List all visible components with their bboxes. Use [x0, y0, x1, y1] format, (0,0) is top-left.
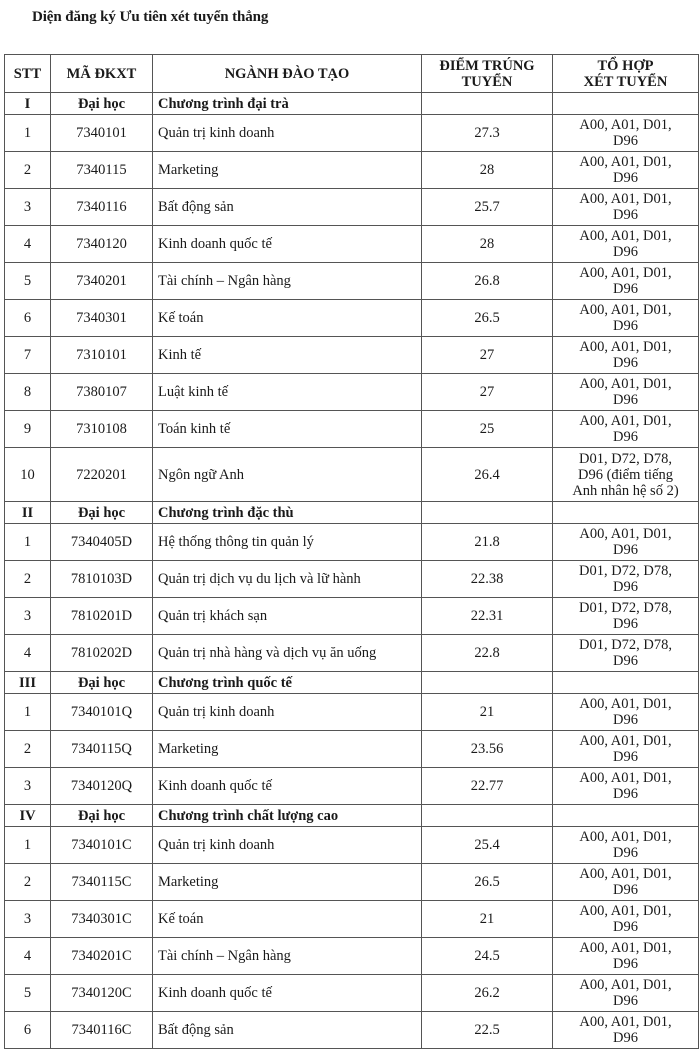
row-score: 27	[422, 337, 553, 374]
section-score-empty	[422, 93, 553, 115]
combo-line1: A00, A01, D01,	[579, 829, 672, 845]
row-code: 7340120C	[51, 975, 153, 1012]
row-score: 22.5	[422, 1012, 553, 1049]
table-row	[5, 115, 699, 152]
combo-line2: D96	[613, 579, 638, 595]
row-major: Luật kinh tế	[153, 374, 422, 411]
row-combo	[553, 152, 699, 189]
combo-line1: A00, A01, D01,	[579, 526, 672, 542]
row-major: Kế toán	[153, 901, 422, 938]
combo-line2: D96 (điểm tiếng	[577, 466, 674, 483]
combo-line1: A00, A01, D01,	[579, 1014, 672, 1030]
header-code: MÃ ĐKXT	[51, 55, 153, 93]
row-major: Kinh doanh quốc tế	[153, 975, 422, 1012]
combo-line1: A00, A01, D01,	[579, 154, 672, 170]
row-code: 7810201D	[51, 598, 153, 635]
table-row	[5, 263, 699, 300]
row-code: 7340101	[51, 115, 153, 152]
row-combo	[553, 1012, 699, 1049]
row-code: 7220201	[51, 448, 153, 502]
row-major: Quản trị kinh doanh	[153, 694, 422, 731]
table-row	[5, 374, 699, 411]
table-row	[5, 864, 699, 901]
section-score-empty	[422, 502, 553, 524]
combo-line2: D96	[613, 712, 638, 728]
combo-line1: A00, A01, D01,	[579, 191, 672, 207]
table-row	[5, 694, 699, 731]
row-major: Quản trị nhà hàng và dịch vụ ăn uống	[153, 635, 422, 672]
row-code: 7340201C	[51, 938, 153, 975]
row-major: Marketing	[153, 864, 422, 901]
row-stt: 3	[5, 768, 51, 805]
table-row	[5, 827, 699, 864]
row-major: Ngôn ngữ Anh	[153, 448, 422, 502]
row-combo	[553, 263, 699, 300]
row-combo	[553, 694, 699, 731]
row-combo	[553, 337, 699, 374]
table-row	[5, 524, 699, 561]
row-major: Marketing	[153, 152, 422, 189]
section-combo-empty	[553, 805, 699, 827]
row-combo	[553, 768, 699, 805]
combo-line1: A00, A01, D01,	[579, 770, 672, 786]
row-code: 7340115C	[51, 864, 153, 901]
section-row	[5, 672, 699, 694]
row-score: 26.5	[422, 864, 553, 901]
header-combo-line1: TỔ HỢP	[597, 57, 654, 74]
row-combo	[553, 411, 699, 448]
combo-line3: Anh nhân hệ số 2)	[572, 482, 679, 499]
combo-line2: D96	[613, 244, 638, 260]
table-row	[5, 901, 699, 938]
section-roman: I	[5, 93, 51, 115]
combo-line1: A00, A01, D01,	[579, 903, 672, 919]
combo-line1: D01, D72, D78,	[578, 600, 673, 616]
row-code: 7340301	[51, 300, 153, 337]
table-row	[5, 768, 699, 805]
row-stt: 5	[5, 975, 51, 1012]
row-major: Bất động sản	[153, 189, 422, 226]
section-combo-empty	[553, 502, 699, 524]
header-major: NGÀNH ĐÀO TẠO	[153, 55, 422, 93]
row-combo	[553, 561, 699, 598]
row-stt: 3	[5, 189, 51, 226]
combo-line2: D96	[613, 542, 638, 558]
row-score: 23.56	[422, 731, 553, 768]
document-title: Diện đăng ký Ưu tiên xét tuyển thẳng	[32, 9, 269, 25]
table-row	[5, 337, 699, 374]
row-stt: 7	[5, 337, 51, 374]
combo-line2: D96	[613, 993, 638, 1009]
row-code: 7340301C	[51, 901, 153, 938]
section-score-empty	[422, 805, 553, 827]
combo-line1: A00, A01, D01,	[579, 339, 672, 355]
row-stt: 4	[5, 635, 51, 672]
header-score	[422, 55, 553, 93]
admission-scores-table	[4, 54, 699, 1049]
row-combo	[553, 635, 699, 672]
combo-line2: D96	[613, 845, 638, 861]
row-stt: 1	[5, 694, 51, 731]
header-score-line1: ĐIỂM TRÚNG	[439, 57, 535, 74]
combo-line2: D96	[613, 1030, 638, 1046]
row-score: 26.4	[422, 448, 553, 502]
section-combo-empty	[553, 93, 699, 115]
table-body	[5, 93, 699, 1049]
combo-line2: D96	[613, 207, 638, 223]
row-code: 7810103D	[51, 561, 153, 598]
row-score: 28	[422, 226, 553, 263]
combo-line1: A00, A01, D01,	[579, 696, 672, 712]
row-major: Tài chính – Ngân hàng	[153, 938, 422, 975]
row-combo	[553, 901, 699, 938]
combo-line1: A00, A01, D01,	[579, 302, 672, 318]
row-score: 21	[422, 694, 553, 731]
row-score: 25.4	[422, 827, 553, 864]
section-roman: III	[5, 672, 51, 694]
header-stt: STT	[5, 55, 51, 93]
row-major: Kinh tế	[153, 337, 422, 374]
section-row	[5, 93, 699, 115]
row-stt: 4	[5, 226, 51, 263]
row-stt: 1	[5, 827, 51, 864]
section-program: Chương trình quốc tế	[153, 672, 422, 694]
table-header-row	[5, 55, 699, 93]
row-combo	[553, 115, 699, 152]
combo-line2: D96	[613, 429, 638, 445]
combo-line2: D96	[613, 318, 638, 334]
combo-line1: A00, A01, D01,	[579, 940, 672, 956]
row-score: 27.3	[422, 115, 553, 152]
row-score: 22.38	[422, 561, 553, 598]
row-code: 7810202D	[51, 635, 153, 672]
row-stt: 1	[5, 115, 51, 152]
row-combo	[553, 448, 699, 502]
section-combo-empty	[553, 672, 699, 694]
table-row	[5, 975, 699, 1012]
combo-line1: D01, D72, D78,	[578, 563, 673, 579]
row-code: 7310101	[51, 337, 153, 374]
section-level: Đại học	[51, 93, 153, 115]
row-stt: 6	[5, 1012, 51, 1049]
row-stt: 10	[5, 448, 51, 502]
row-stt: 6	[5, 300, 51, 337]
row-stt: 2	[5, 561, 51, 598]
row-major: Quản trị kinh doanh	[153, 115, 422, 152]
section-roman: IV	[5, 805, 51, 827]
header-combo	[553, 55, 699, 93]
combo-line2: D96	[613, 653, 638, 669]
row-stt: 2	[5, 152, 51, 189]
table-row	[5, 226, 699, 263]
row-stt: 1	[5, 524, 51, 561]
combo-line1: A00, A01, D01,	[579, 733, 672, 749]
row-score: 26.5	[422, 300, 553, 337]
row-stt: 8	[5, 374, 51, 411]
row-combo	[553, 189, 699, 226]
row-stt: 5	[5, 263, 51, 300]
row-score: 21.8	[422, 524, 553, 561]
combo-line1: A00, A01, D01,	[579, 265, 672, 281]
row-major: Quản trị dịch vụ du lịch và lữ hành	[153, 561, 422, 598]
table-row	[5, 731, 699, 768]
combo-line2: D96	[613, 616, 638, 632]
row-code: 7340101Q	[51, 694, 153, 731]
row-major: Toán kinh tế	[153, 411, 422, 448]
combo-line2: D96	[613, 919, 638, 935]
row-major: Hệ thống thông tin quản lý	[153, 524, 422, 561]
row-combo	[553, 975, 699, 1012]
row-combo	[553, 300, 699, 337]
section-level: Đại học	[51, 502, 153, 524]
row-major: Tài chính – Ngân hàng	[153, 263, 422, 300]
row-score: 28	[422, 152, 553, 189]
row-stt: 9	[5, 411, 51, 448]
table-row	[5, 1012, 699, 1049]
row-score: 22.8	[422, 635, 553, 672]
row-code: 7340405D	[51, 524, 153, 561]
row-stt: 3	[5, 598, 51, 635]
table-row	[5, 635, 699, 672]
row-score: 25	[422, 411, 553, 448]
row-major: Kinh doanh quốc tế	[153, 226, 422, 263]
combo-line2: D96	[613, 133, 638, 149]
combo-line1: A00, A01, D01,	[579, 228, 672, 244]
combo-line2: D96	[613, 355, 638, 371]
section-program: Chương trình đặc thù	[153, 502, 422, 524]
row-major: Kinh doanh quốc tế	[153, 768, 422, 805]
row-stt: 2	[5, 731, 51, 768]
row-major: Marketing	[153, 731, 422, 768]
table-row	[5, 561, 699, 598]
combo-line2: D96	[613, 882, 638, 898]
row-score: 26.8	[422, 263, 553, 300]
row-code: 7340201	[51, 263, 153, 300]
header-combo-line2: XÉT TUYỂN	[583, 73, 668, 90]
table-row	[5, 300, 699, 337]
row-code: 7340116C	[51, 1012, 153, 1049]
combo-line1: A00, A01, D01,	[579, 866, 672, 882]
combo-line2: D96	[613, 786, 638, 802]
header-score-line2: TUYỂN	[461, 73, 513, 90]
row-code: 7310108	[51, 411, 153, 448]
combo-line1: A00, A01, D01,	[579, 413, 672, 429]
table-row	[5, 411, 699, 448]
row-score: 25.7	[422, 189, 553, 226]
row-code: 7340115Q	[51, 731, 153, 768]
row-combo	[553, 374, 699, 411]
row-major: Quản trị khách sạn	[153, 598, 422, 635]
section-roman: II	[5, 502, 51, 524]
row-combo	[553, 864, 699, 901]
row-combo	[553, 827, 699, 864]
row-combo	[553, 524, 699, 561]
combo-line2: D96	[613, 956, 638, 972]
combo-line1: A00, A01, D01,	[579, 977, 672, 993]
table-row	[5, 938, 699, 975]
row-code: 7340120	[51, 226, 153, 263]
row-code: 7380107	[51, 374, 153, 411]
combo-line1: D01, D72, D78,	[578, 637, 673, 653]
combo-line2: D96	[613, 281, 638, 297]
combo-line1: A00, A01, D01,	[579, 117, 672, 133]
row-code: 7340101C	[51, 827, 153, 864]
section-program: Chương trình chất lượng cao	[153, 805, 422, 827]
table-row	[5, 189, 699, 226]
section-row	[5, 805, 699, 827]
row-score: 22.31	[422, 598, 553, 635]
row-score: 27	[422, 374, 553, 411]
section-score-empty	[422, 672, 553, 694]
row-score: 22.77	[422, 768, 553, 805]
row-combo	[553, 938, 699, 975]
row-major: Kế toán	[153, 300, 422, 337]
table-row	[5, 152, 699, 189]
combo-line1: D01, D72, D78,	[578, 450, 673, 467]
section-row	[5, 502, 699, 524]
combo-line1: A00, A01, D01,	[579, 376, 672, 392]
row-score: 21	[422, 901, 553, 938]
section-level: Đại học	[51, 672, 153, 694]
section-program: Chương trình đại trà	[153, 93, 422, 115]
combo-line2: D96	[613, 392, 638, 408]
row-stt: 4	[5, 938, 51, 975]
row-major: Quản trị kinh doanh	[153, 827, 422, 864]
table-row	[5, 598, 699, 635]
row-combo	[553, 598, 699, 635]
row-code: 7340115	[51, 152, 153, 189]
combo-line2: D96	[613, 170, 638, 186]
row-code: 7340116	[51, 189, 153, 226]
combo-line2: D96	[613, 749, 638, 765]
row-stt: 3	[5, 901, 51, 938]
row-stt: 2	[5, 864, 51, 901]
section-level: Đại học	[51, 805, 153, 827]
table-row	[5, 448, 699, 502]
row-score: 26.2	[422, 975, 553, 1012]
row-combo	[553, 226, 699, 263]
row-combo	[553, 731, 699, 768]
row-major: Bất động sản	[153, 1012, 422, 1049]
row-code: 7340120Q	[51, 768, 153, 805]
row-score: 24.5	[422, 938, 553, 975]
